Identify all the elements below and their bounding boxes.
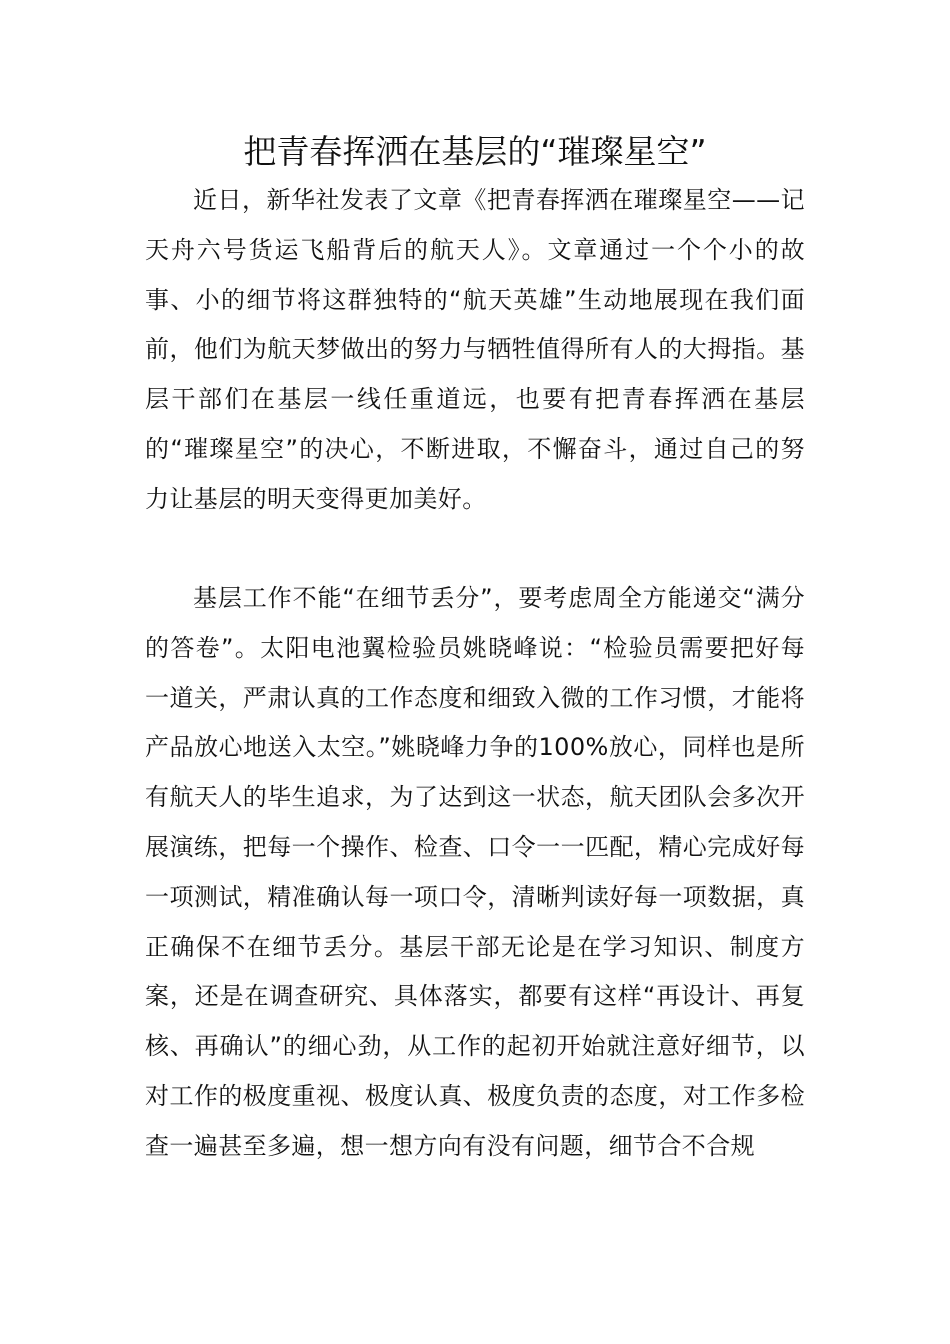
document-title: 把青春挥洒在基层的“璀璨星空” — [243, 132, 707, 171]
paragraph-2: 基层工作不能“在细节丢分”，要考虑周全方能递交“满分的答卷”。太阳电池翼检验员姚晓峰说：“检验员需要把好每一道关，严肃认真的工作态度和细致入微的工作习惯，才能将产品放心地送入太空。”姚晓峰力争的100%放心，同样也是所有航天人的毕生追求，为了达到这一状态，航天团队会多次开展演练，把每一个操作、检查、口令一一匹配，精心完成好每一项测试，精准确认每一项口令，清晰判读好每一项数据，真正确保不在细节丢分。基层干部无论是在学习知识、制度方案，还是在调查研究、具体落实，都要有这样“再设计、再复核、再确认”的细心劲，从工作的起初开始就注意好细节，以对工作的极度重视、极度认真、极度负责的态度，对工作多检查一遍甚至多遍，想一想方向有没有问题，细节合不合规 — [145, 584, 805, 1160]
paragraph-1: 近日，新华社发表了文章《把青春挥洒在璀璨星空——记天舟六号货运飞船背后的航天人》。文章通过一个个小的故事、小的细节将这群独特的“航天英雄”生动地展现在我们面前，他们为航天梦做出的努力与牺牲值得所有人的大拇指。基层干部们在基层一线任重道远，也要有把青春挥洒在基层的“璀璨星空”的决心，不断进取，不懈奋斗，通过自己的努力让基层的明天变得更加美好。 — [145, 186, 805, 513]
